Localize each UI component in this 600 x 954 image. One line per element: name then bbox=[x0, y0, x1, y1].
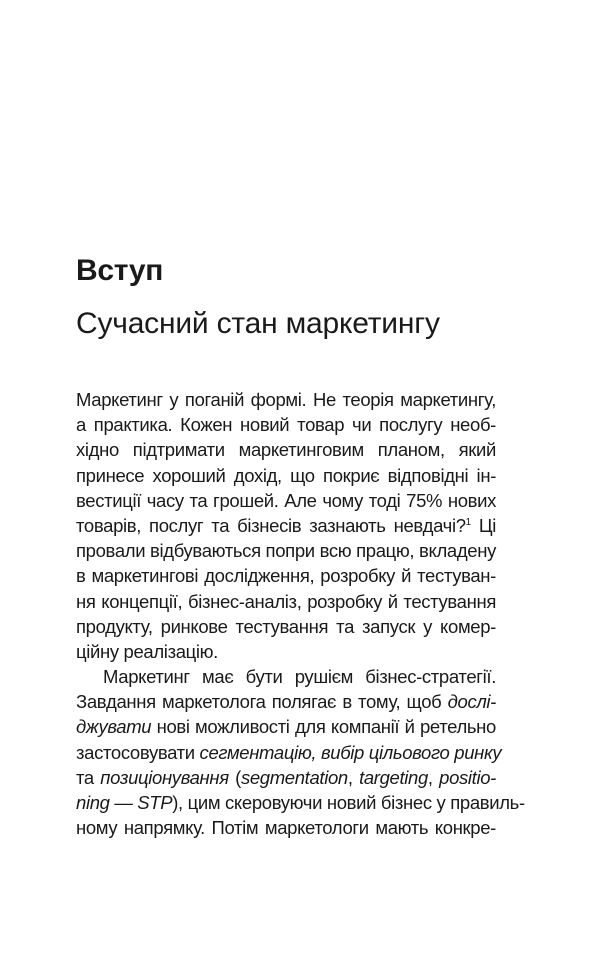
text-line: Маркетинг у поганій формі. Не теорія маркетингу, bbox=[76, 389, 496, 410]
emphasis-text: targeting bbox=[359, 766, 428, 788]
emphasis-text: segmentation bbox=[240, 766, 348, 788]
emphasis-text: джувати bbox=[76, 716, 152, 738]
text-line: а практика. Кожен новий товар чи послугу необ- bbox=[76, 414, 496, 436]
text-segment: ( bbox=[228, 766, 241, 788]
text-segment: товарів, послуг та бізнесів зазнають невдачі? bbox=[76, 514, 466, 536]
footnote-ref[interactable]: 1 bbox=[465, 516, 471, 528]
text-segment: Ці bbox=[478, 514, 496, 536]
text-line: ному напрямку. Потім маркетологи мають конкре- bbox=[76, 817, 496, 839]
text-segment: застосовувати bbox=[76, 741, 200, 763]
text-line bbox=[76, 689, 496, 714]
text-line: хідно підтримати маркетинговим планом, який bbox=[76, 439, 496, 461]
emphasis-text: сегментацію, вибір цільового ринку bbox=[199, 741, 502, 763]
text-line: ційну реалізацію. bbox=[76, 640, 218, 662]
text-segment: , bbox=[347, 766, 360, 788]
chapter-title: Сучасний стан маркетингу bbox=[76, 307, 440, 340]
text-line bbox=[76, 765, 496, 790]
text-segment: , bbox=[427, 766, 440, 788]
emphasis-text: positio- bbox=[439, 766, 496, 788]
text-line: продукту, ринкове тестування та запуск у комер- bbox=[76, 615, 496, 637]
text-line: принесе хороший дохід, що покриє відповідні ін- bbox=[76, 464, 496, 486]
chapter-label: Вступ bbox=[76, 254, 164, 287]
text-line: ня концепції, бізнес-аналіз, розробку й тестування bbox=[76, 590, 496, 612]
paragraph-1 bbox=[76, 387, 496, 664]
text-segment: ), цим скеровуючи новий бізнес у правиль- bbox=[172, 792, 525, 813]
emphasis-text: ning — STP bbox=[76, 792, 173, 813]
text-segment: нові можливості для компанії й ретельно bbox=[151, 716, 496, 738]
text-line: в маркетингові дослідження, розробку й тестуван- bbox=[76, 565, 496, 587]
emphasis-text: позиціонування bbox=[100, 766, 229, 788]
text-segment: та bbox=[76, 766, 101, 788]
body-text bbox=[76, 387, 525, 840]
text-line bbox=[76, 790, 525, 815]
text-line: провали відбуваються попри всю працю, вкладену bbox=[76, 540, 496, 562]
text-line: вестиції часу та грошей. Але чому тоді 75% нових bbox=[76, 489, 496, 511]
text-line bbox=[76, 740, 502, 765]
paragraph-2 bbox=[76, 664, 525, 840]
text-line bbox=[76, 714, 496, 739]
text-line: Маркетинг має бути рушієм бізнес-стратегії. bbox=[103, 666, 496, 688]
text-line bbox=[76, 513, 496, 538]
emphasis-text: дослі- bbox=[447, 691, 496, 713]
text-segment: Завдання маркетолога полягає в тому, щоб bbox=[76, 691, 448, 713]
